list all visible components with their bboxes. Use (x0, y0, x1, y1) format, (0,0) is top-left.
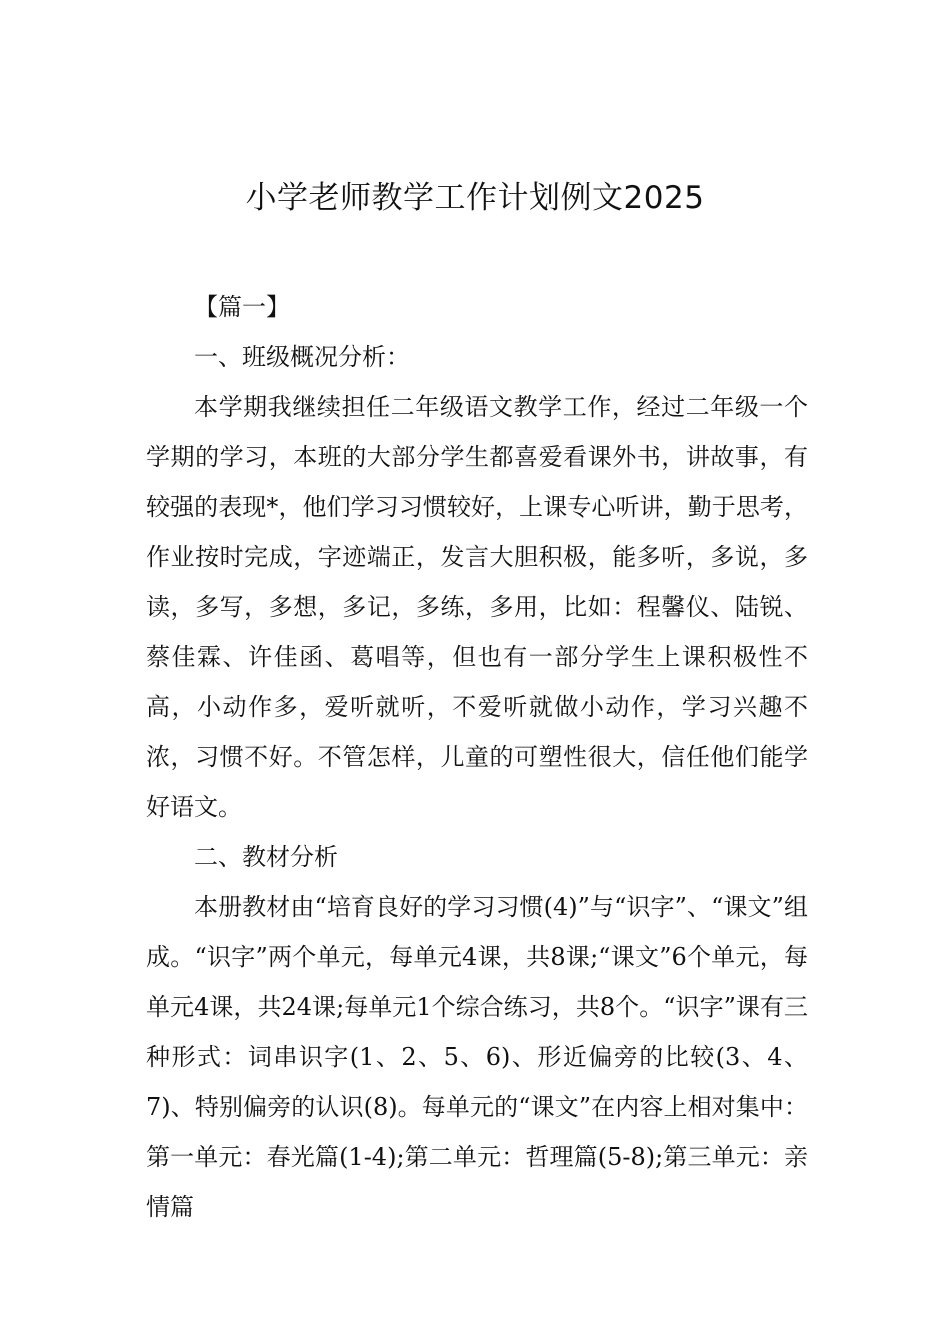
document-body (146, 282, 808, 1232)
paragraph-class-overview: 本学期我继续担任二年级语文教学工作，经过二年级一个学期的学习，本班的大部分学生都喜爱看课外书，讲故事，有较强的表现*，他们学习习惯较好，上课专心听讲，勤于思考，作业按时完成，字迹端正，发言大胆积极，能多听，多说，多读，多写，多想，多记，多练，多用，比如：程馨仪、陆锐、蔡佳霖、许佳函、葛唱等，但也有一部分学生上课积极性不高，小动作多，爱听就听，不爱听就做小动作，学习兴趣不浓，习惯不好。不管怎样，儿童的可塑性很大，信任他们能学好语文。 (146, 393, 808, 821)
paragraph-textbook-analysis: 本册教材由“培育良好的学习习惯(4)”与“识字”、“课文”组成。“识字”两个单元，每单元4课，共8课;“课文”6个单元，每单元4课，共24课;每单元1个综合练习，共8个。“识字”课有三种形式：词串识字(1、2、5、6)、形近偏旁的比较(3、4、7)、特别偏旁的认识(8)。每单元的“课文”在内容上相对集中：第一单元：春光篇(1-4);第二单元：哲理篇(5-8);第三单元：亲情篇 (146, 893, 808, 1221)
heading-textbook-analysis: 二、教材分析 (194, 843, 338, 871)
section-label: 【篇一】 (194, 293, 290, 321)
heading-class-overview: 一、班级概况分析： (194, 343, 410, 371)
document-title: 小学老师教学工作计划例文2025 (245, 180, 705, 216)
